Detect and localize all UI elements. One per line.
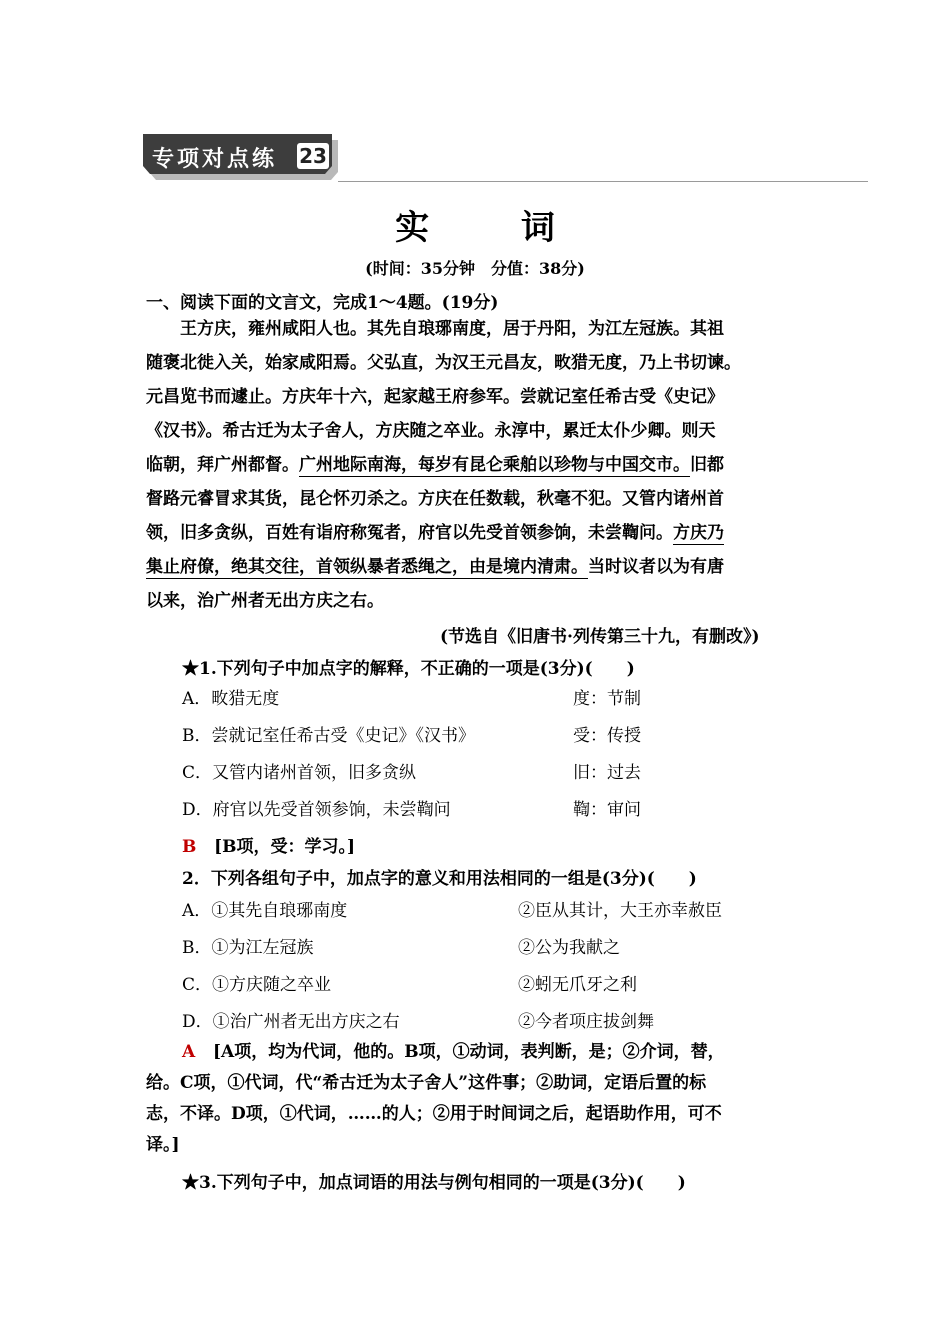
q1-gloss-b: 受：传授 bbox=[573, 726, 641, 746]
q2-option-b: B．①为江左冠族 bbox=[182, 938, 314, 958]
section-heading: 一、阅读下面的文言文，完成1～4题。(19分) bbox=[146, 293, 499, 313]
passage-line bbox=[146, 516, 810, 550]
passage-line: 元昌览书而遽止。方庆年十六，起家越王府参军。尝就记室任希古受《史记》 bbox=[146, 387, 724, 407]
q1-option-a: A．畋猎无度 bbox=[182, 689, 280, 709]
question-3-stem: ★3.下列句子中，加点词语的用法与例句相同的一项是(3分)( ) bbox=[182, 1173, 686, 1193]
passage-text: 临朝，拜广州都督。 bbox=[146, 455, 299, 475]
answer-line bbox=[146, 1037, 810, 1068]
passage-line bbox=[146, 448, 810, 482]
q1-gloss-c: 旧：过去 bbox=[573, 763, 641, 783]
underlined-sentence: 集止府僚，绝其交往，首领纵暴者悉绳之，由是境内清肃。 bbox=[146, 557, 588, 577]
banner-number: 23 bbox=[297, 143, 329, 169]
answer-explanation: [A项，均为代词，他的。B项，①动词，表判断，是；②介词，替， bbox=[212, 1042, 725, 1062]
classical-passage bbox=[146, 312, 810, 618]
banner-label: 专项对点练 bbox=[152, 147, 278, 172]
answer-explanation: [B项，受：学习。] bbox=[214, 837, 356, 857]
passage-text: 领，旧多贪纵，百姓有诣府称冤者，府官以先受首领参饷，未尝鞫问。 bbox=[146, 523, 673, 543]
q2-option-b-2: ②公为我献之 bbox=[518, 938, 620, 958]
answer-line: 译。] bbox=[146, 1135, 180, 1155]
q2-option-d: D．①治广州者无出方庆之右 bbox=[182, 1012, 400, 1032]
passage-line bbox=[146, 550, 810, 584]
answer-line: 志，不译。D项，①代词，……的人；②用于时间词之后，起语助作用，可不 bbox=[146, 1104, 722, 1124]
underlined-sentence: 广州地际南海，每岁有昆仑乘舶以珍物与中国交市。 bbox=[299, 455, 690, 475]
q1-option-c: C．又管内诸州首领，旧多贪纵 bbox=[182, 763, 417, 783]
q1-option-d: D．府官以先受首领参饷，未尝鞫问 bbox=[182, 800, 451, 820]
underlined-sentence: 方庆乃 bbox=[673, 523, 724, 543]
q2-option-c-2: ②蚓无爪牙之利 bbox=[518, 975, 637, 995]
passage-line: 以来，治广州者无出方庆之右。 bbox=[146, 591, 384, 611]
header-rule bbox=[338, 181, 868, 182]
passage-line: 随褒北徙入关，始家咸阳焉。父弘直，为汉王元昌友，畋猎无度，乃上书切谏。 bbox=[146, 353, 741, 373]
q1-gloss-a: 度：节制 bbox=[573, 689, 641, 709]
page-title: 实 词 bbox=[395, 208, 595, 248]
q1-answer bbox=[182, 832, 355, 857]
passage-text: 旧都 bbox=[690, 455, 724, 475]
passage-line: 督路元睿冒求其货，昆仑怀刃杀之。方庆在任数载，秋毫不犯。又管内诸州首 bbox=[146, 489, 724, 509]
passage-source: (节选自《旧唐书·列传第三十九，有删改》) bbox=[440, 627, 760, 647]
question-1-stem: ★1.下列句子中加点字的解释，不正确的一项是(3分)( ) bbox=[182, 659, 635, 679]
passage-line: 王方庆，雍州咸阳人也。其先自琅琊南度，居于丹阳，为江左冠族。其祖 bbox=[180, 319, 724, 339]
q2-option-a-2: ②臣从其计，大王亦幸赦臣 bbox=[518, 901, 722, 921]
answer-line: 给。C项，①代词，代“希古迁为太子舍人”这件事；②助词，定语后置的标 bbox=[146, 1073, 707, 1093]
answer-letter: B bbox=[182, 837, 197, 857]
question-2-stem: 2．下列各组句子中，加点字的意义和用法相同的一组是(3分)( ) bbox=[182, 869, 697, 889]
q1-option-b: B．尝就记室任希古受《史记》《汉书》 bbox=[182, 726, 475, 746]
q2-option-a: A．①其先自琅琊南度 bbox=[182, 901, 348, 921]
q2-option-c: C．①方庆随之卒业 bbox=[182, 975, 332, 995]
q1-gloss-d: 鞫：审问 bbox=[573, 800, 641, 820]
q2-answer bbox=[146, 1037, 810, 1161]
q2-option-d-2: ②今者项庄拔剑舞 bbox=[518, 1012, 654, 1032]
answer-letter: A bbox=[182, 1042, 196, 1062]
passage-text: 当时议者以为有唐 bbox=[588, 557, 724, 577]
passage-line: 《汉书》。希古迁为太子舍人，方庆随之卒业。永淳中，累迁太仆少卿。则天 bbox=[146, 421, 716, 441]
time-score-info: (时间：35分钟 分值：38分) bbox=[365, 259, 585, 278]
